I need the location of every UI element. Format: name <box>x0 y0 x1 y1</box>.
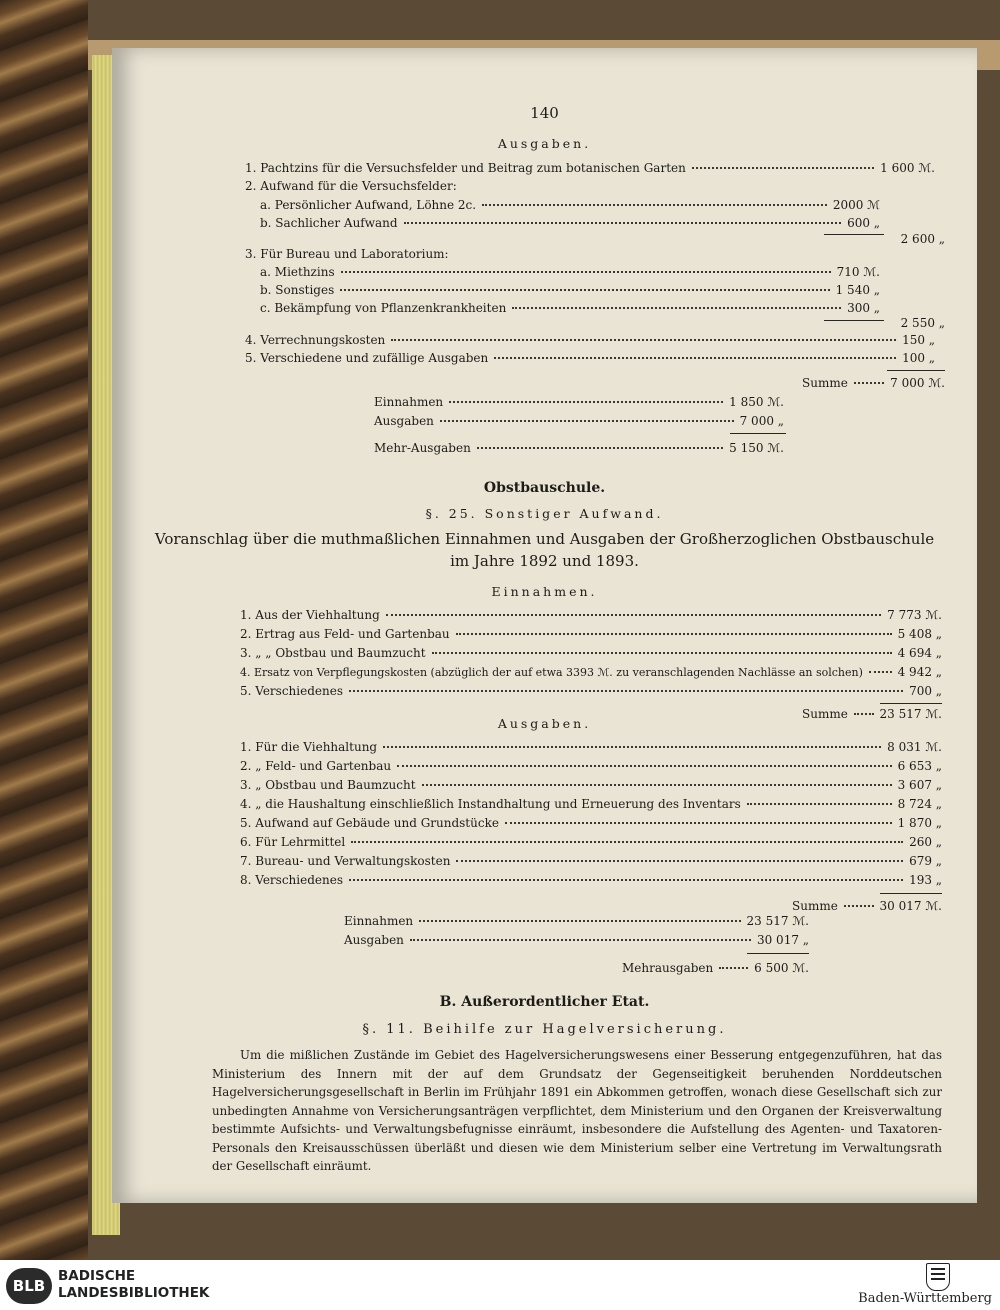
sum-rule <box>747 953 809 954</box>
list-item: 2. Ertrag aus Feld- und Gartenbau 5 408 „ <box>240 627 942 641</box>
list-item: 2. Aufwand für die Versuchsfelder: <box>245 179 457 193</box>
intro-line: Voranschlag über die muthmaßlichen Einnahmen und Ausgaben der Großherzoglichen Obstbauschule <box>154 530 935 548</box>
book-page <box>112 48 977 1203</box>
section-title-extraordinary: B. Außerordentlicher Etat. <box>439 994 650 1010</box>
list-item: 1. Für die Viehhaltung 8 031 ℳ. <box>240 740 942 754</box>
list-item: 3. „ „ Obstbau und Baumzucht 4 694 „ <box>240 646 942 660</box>
list-item: b. Sonstiges 1 540 „ <box>260 283 880 297</box>
paragraph-heading: §. 25. Sonstiger Aufwand. <box>425 506 664 521</box>
list-item: 5. Aufwand auf Gebäude und Grundstücke 1 870 „ <box>240 816 942 830</box>
list-item: 1. Pachtzins für die Versuchsfelder und Beitrag zum botanischen Garten 1 600 ℳ. <box>245 161 935 175</box>
blb-logo: BLB <box>6 1268 52 1304</box>
sum-rule <box>880 893 942 894</box>
coat-of-arms-icon <box>926 1263 950 1291</box>
section-title-obstbauschule: Obstbauschule. <box>483 480 606 496</box>
section-heading-expenses: Ausgaben. <box>497 136 592 151</box>
balance-row: Mehr-Ausgaben 5 150 ℳ. <box>374 441 784 455</box>
intro-line: im Jahre 1892 und 1893. <box>450 552 639 570</box>
list-item: 2. „ Feld- und Gartenbau 6 653 „ <box>240 759 942 773</box>
balance-row: Einnahmen 1 850 ℳ. <box>374 395 784 409</box>
library-name-line1: BADISCHE <box>58 1268 136 1284</box>
sum-rule <box>824 320 884 321</box>
list-item: 4. Ersatz von Verpflegungskosten (abzüglich der auf etwa 3393 ℳ. zu veranschlagenden Nachlässe an solchen) 4 942 „ <box>240 665 942 679</box>
subtotal: 2 600 „ <box>900 232 945 246</box>
sum-rule <box>730 433 786 434</box>
marbled-cover <box>0 0 88 1260</box>
list-item: 3. Für Bureau und Laboratorium: <box>245 247 449 261</box>
balance-row: Ausgaben 30 017 „ <box>344 933 809 947</box>
sum-rule <box>824 234 884 235</box>
sum-row: Summe 7 000 ℳ. <box>802 376 945 390</box>
expense-heading: Ausgaben. <box>497 716 592 731</box>
list-item: 1. Aus der Viehhaltung 7 773 ℳ. <box>240 608 942 622</box>
list-item: 7. Bureau- und Verwaltungskosten 679 „ <box>240 854 942 868</box>
sum-rule <box>880 703 942 704</box>
list-item: 5. Verschiedenes 700 „ <box>240 684 942 698</box>
income-heading: Einnahmen. <box>491 584 598 599</box>
library-name <box>58 1268 209 1302</box>
list-item: a. Miethzins 710 ℳ. <box>260 265 880 279</box>
list-item: b. Sachlicher Aufwand 600 „ <box>260 216 880 230</box>
footer-bar <box>0 1260 1000 1310</box>
balance-row: Einnahmen 23 517 ℳ. <box>344 914 809 928</box>
sum-rule <box>887 370 945 371</box>
body-paragraph: Um die mißlichen Zustände im Gebiet des Hagelversicherungswesens einer Besserung entgegenzuführen, hat das Ministerium des Innern mit der auf dem Grundsatz der Gegenseitigkeit beruhenden Norddeutschen Hagelversicherungsgesellschaft in Berlin im Frühjahr 1891 ein Abkommen getroffen, wonach diese Gesellschaft sich zur unbedingten Annahme von Versicherungsanträgen verpflichtet, dem Ministerium und den Organen der Kreisverwaltung bestimmte Aufsichts- und Verwaltungsbefugnisse einräumt, insbesondere die Aufstellung des Agenten- und Taxatoren-Personals den Kreisausschüssen überläßt und diesen wie dem Ministerium selber eine Vertretung im Verwaltungsrath der Gesellschaft einräumt. <box>212 1048 942 1173</box>
sum-row: Summe 23 517 ℳ. <box>802 707 942 721</box>
list-item: 4. „ die Haushaltung einschließlich Instandhaltung und Erneuerung des Inventars 8 724 „ <box>240 797 942 811</box>
state-name: Baden-Württemberg <box>858 1291 992 1306</box>
balance-row: Ausgaben 7 000 „ <box>374 414 784 428</box>
library-name-line2: LANDESBIBLIOTHEK <box>58 1285 210 1301</box>
list-item: 8. Verschiedenes 193 „ <box>240 873 942 887</box>
sum-row: Summe 30 017 ℳ. <box>792 899 942 913</box>
list-item: 3. „ Obstbau und Baumzucht 3 607 „ <box>240 778 942 792</box>
balance-row: Mehrausgaben 6 500 ℳ. <box>622 961 809 975</box>
list-item: 5. Verschiedene und zufällige Ausgaben 100 „ <box>245 351 935 365</box>
list-item: a. Persönlicher Aufwand, Löhne 2c. 2000 ℳ <box>260 198 880 212</box>
page-number: 140 <box>530 104 559 122</box>
subtotal: 2 550 „ <box>900 316 945 330</box>
list-item: c. Bekämpfung von Pflanzenkrankheiten 300 „ <box>260 301 880 315</box>
paragraph-heading: §. 11. Beihilfe zur Hagelversicherung. <box>362 1022 727 1037</box>
list-item: 6. Für Lehrmittel 260 „ <box>240 835 942 849</box>
list-item: 4. Verrechnungskosten 150 „ <box>245 333 935 347</box>
